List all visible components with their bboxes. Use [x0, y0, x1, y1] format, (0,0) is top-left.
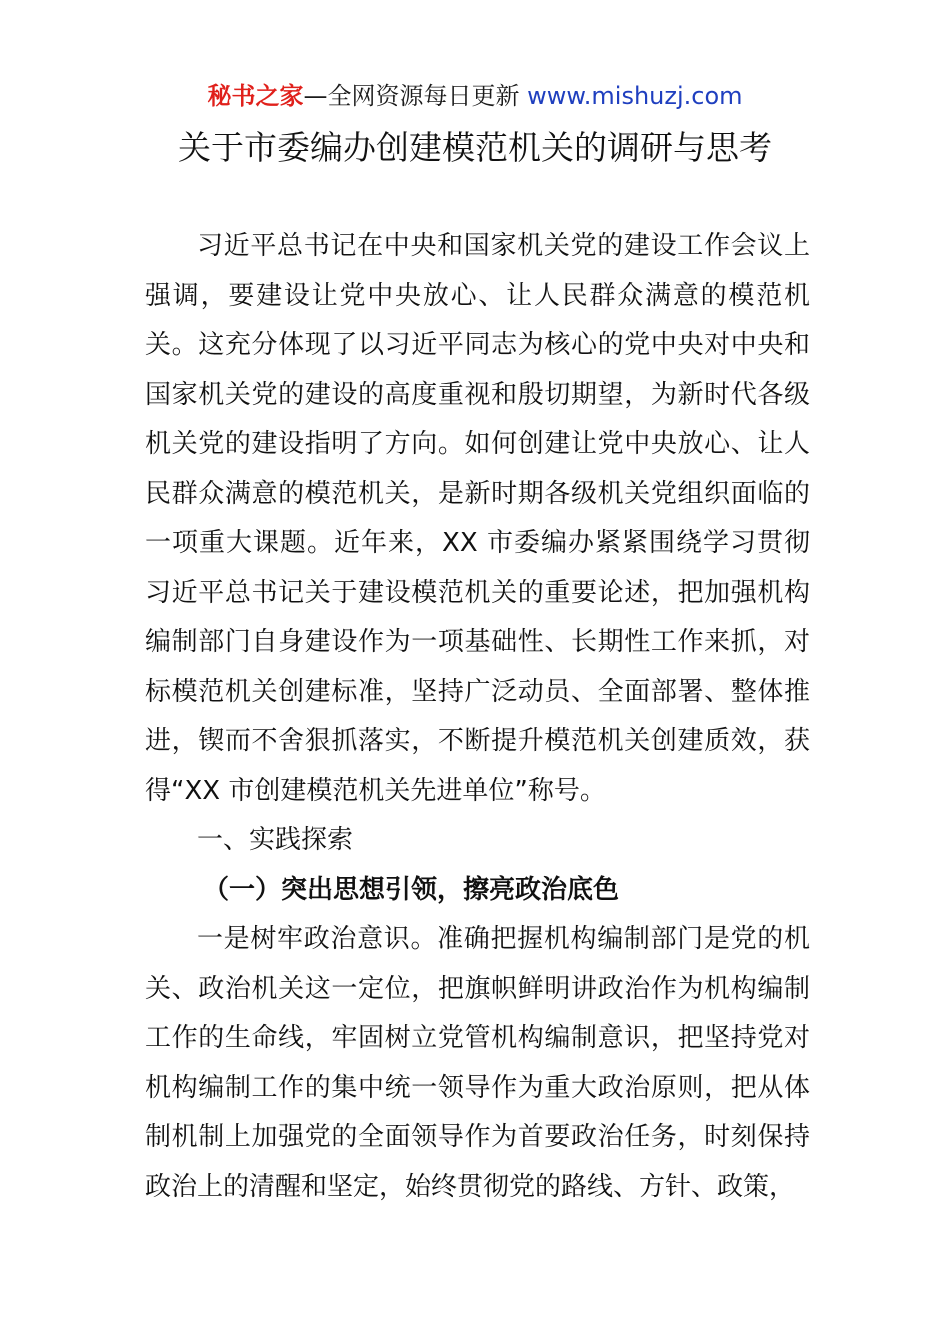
document-title: 关于市委编办创建模范机关的调研与思考 — [178, 128, 772, 167]
subsection-heading: （一）突出思想引领，擦亮政治底色 — [203, 874, 620, 905]
site-tagline: —全网资源每日更新 — [303, 82, 520, 110]
body-paragraph: 一是树牢政治意识。准确把握机构编制部门是党的机关、政治机关这一定位，把旗帜鲜明讲政治作为机构编制工作的生命线，牢固树立党管机构编制意识，把坚持党对机构编制工作的集中统一领导作为重大政治原则，把从体制机制上加强党的全面领导作为首要政治任务，时刻保持政治上的清醒和坚定，始终贯彻党的路线、方针、政策， — [145, 924, 810, 1202]
site-url-link[interactable]: www.mishuzj.com — [527, 82, 743, 110]
site-name: 秘书之家 — [207, 82, 304, 110]
section-heading: 一、实践探索 — [197, 825, 354, 855]
site-header — [0, 80, 950, 112]
intro-paragraph: 习近平总书记在中央和国家机关党的建设工作会议上强调，要建设让党中央放心、让人民群众满意的模范机关。这充分体现了以习近平同志为核心的党中央对中央和国家机关党的建设的高度重视和殷切期望，为新时代各级机关党的建设指明了方向。如何创建让党中央放心、让人民群众满意的模范机关，是新时期各级机关党组织面临的一项重大课题。近年来，XX 市委编办紧紧围绕学习贯彻习近平总书记关于建设模范机关的重要论述，把加强机构编制部门自身建设作为一项基础性、长期性工作来抓，对标模范机关创建标准，坚持广泛动员、全面部署、整体推进，锲而不舍狠抓落实，不断提升模范机关创建质效，获得“XX 市创建模范机关先进单位”称号。 — [145, 231, 810, 806]
document-body — [145, 222, 810, 1212]
